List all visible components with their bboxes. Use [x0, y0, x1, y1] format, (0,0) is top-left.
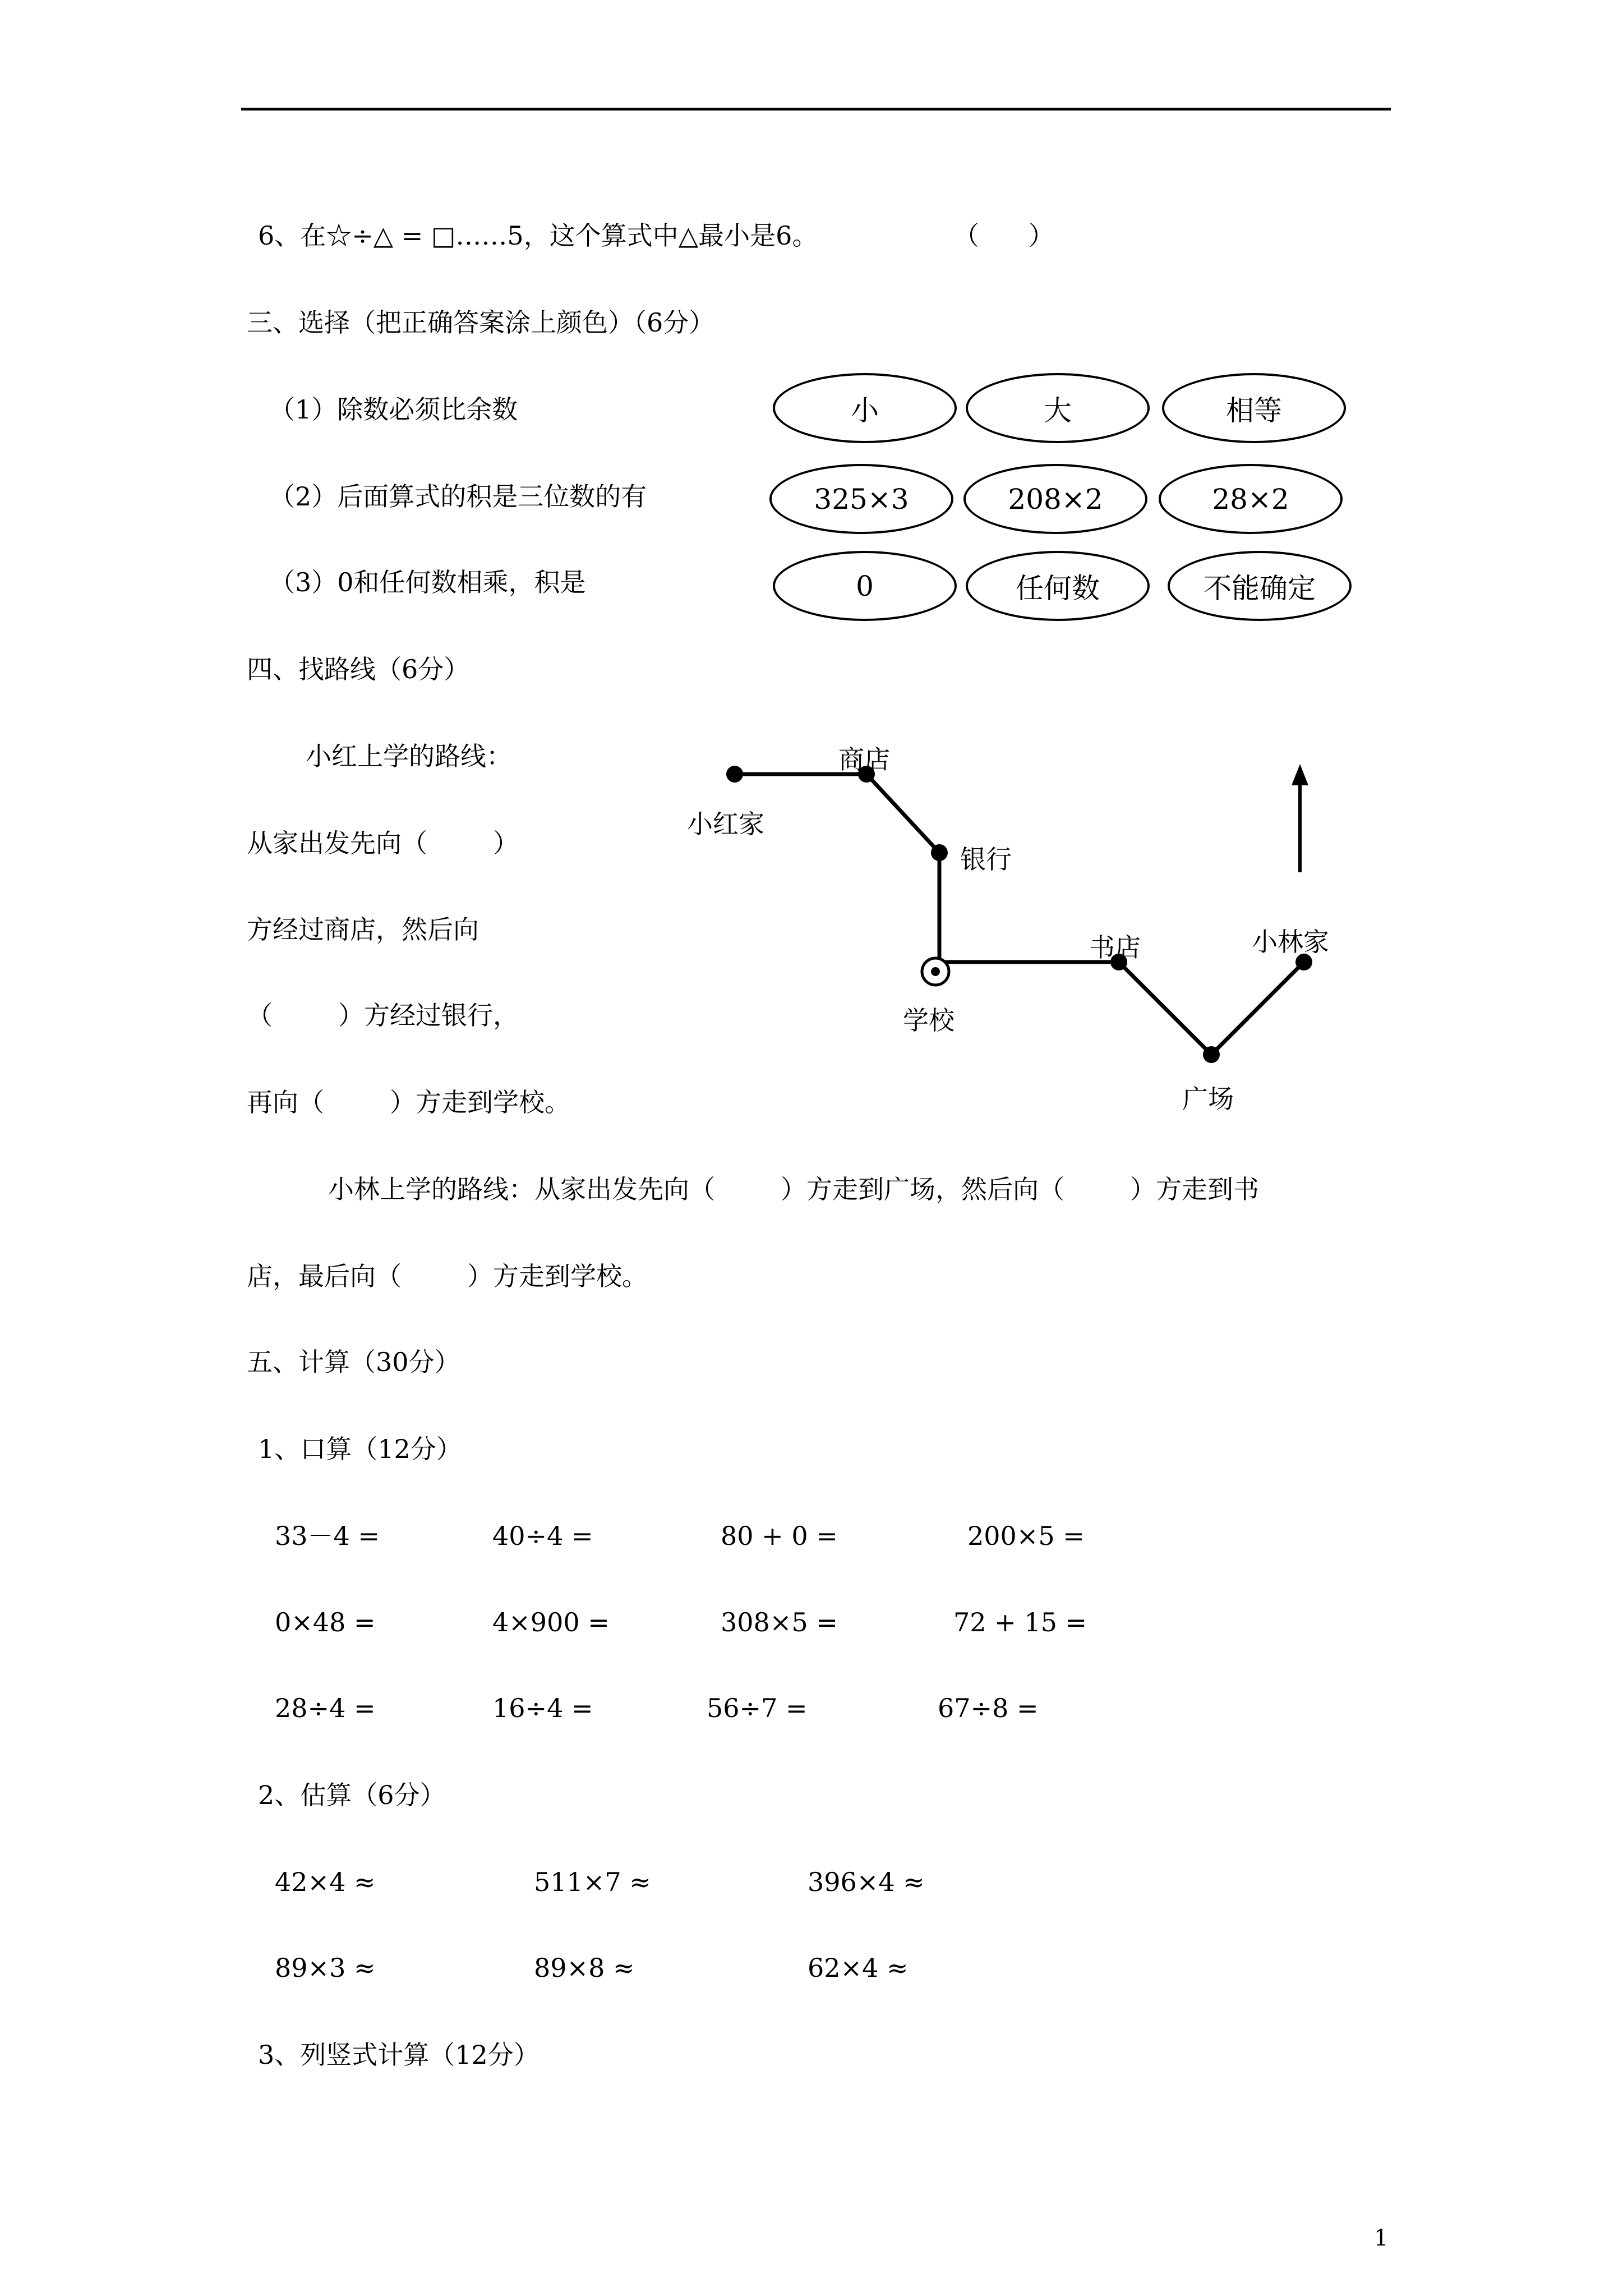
- xiaolin-route-line-1: 小林上学的路线：从家出发先向（ ）方走到广场，然后向（ ）方走到书: [328, 1174, 1259, 1204]
- choice-2-label: （2）后面算式的积是三位数的有: [269, 481, 647, 512]
- estimate-item: 396×4 ≈: [808, 1867, 925, 1897]
- oral-item: 67÷8 =: [938, 1693, 1039, 1723]
- option-text: 不能确定: [1204, 572, 1316, 605]
- label-bank: 银行: [960, 844, 1012, 875]
- xiaohong-route-line-3: （ ）方经过银行，: [247, 1000, 519, 1030]
- estimate-item: 89×3 ≈: [275, 1953, 376, 1983]
- estimate-item: 511×7 ≈: [534, 1867, 651, 1897]
- option-text: 325×3: [814, 482, 909, 516]
- option-text: 小: [851, 394, 879, 427]
- option-text: 相等: [1226, 394, 1282, 427]
- oral-item: 16÷4 =: [492, 1693, 593, 1723]
- label-square: 广场: [1182, 1084, 1234, 1114]
- route-points: [726, 766, 1312, 1063]
- oral-item: 72 + 15 =: [953, 1607, 1087, 1637]
- page-number: 1: [1374, 2225, 1389, 2251]
- square-dot: [1203, 1046, 1220, 1063]
- north-arrow-icon: [1292, 764, 1308, 872]
- oral-item: 308×5 =: [721, 1607, 838, 1637]
- option-text: 大: [1044, 394, 1072, 427]
- label-shop: 商店: [838, 744, 890, 775]
- oral-item: 0×48 =: [275, 1607, 376, 1637]
- oral-item: 40÷4 =: [492, 1521, 593, 1551]
- label-xiaolin-home: 小林家: [1252, 927, 1329, 957]
- question-6-answer-paren[interactable]: （ ）: [953, 220, 1054, 251]
- bank-dot: [931, 844, 948, 861]
- estimate-title: 2、估算（6分）: [258, 1780, 446, 1810]
- label-school: 学校: [903, 1005, 955, 1036]
- oral-item: 56÷7 =: [707, 1693, 808, 1723]
- oral-item: 33－4 =: [275, 1521, 380, 1551]
- xiaohong-route-line-2: 方经过商店，然后向: [247, 914, 479, 945]
- label-xiaohong-home: 小红家: [687, 809, 764, 839]
- section-3-title: 三、选择（把正确答案涂上颜色）（6分）: [247, 307, 715, 338]
- estimate-item: 62×4 ≈: [808, 1953, 909, 1983]
- school-target-icon: [922, 958, 949, 985]
- estimate-item: 89×8 ≈: [534, 1953, 635, 1983]
- estimate-item: 42×4 ≈: [275, 1867, 376, 1897]
- oral-item: 80 + 0 =: [721, 1521, 838, 1551]
- xiaohong-home-dot: [726, 766, 743, 783]
- xiaohong-route-line-1: 从家出发先向（ ）: [247, 828, 519, 858]
- question-6: 6、在☆÷△ = □……5，这个算式中△最小是6。: [258, 220, 818, 251]
- option-text: 28×2: [1212, 482, 1289, 516]
- xiaohong-route-line-4: 再向（ ）方走到学校。: [247, 1087, 570, 1117]
- section-5-title: 五、计算（30分）: [247, 1347, 460, 1377]
- oral-item: 28÷4 =: [275, 1693, 376, 1723]
- vertical-calc-title: 3、列竖式计算（12分）: [258, 2040, 540, 2070]
- option-text: 208×2: [1008, 482, 1103, 516]
- label-bookstore: 书店: [1089, 932, 1141, 963]
- oral-item: 4×900 =: [492, 1607, 610, 1637]
- choice-1-label: （1）除数必须比余数: [269, 394, 518, 425]
- option-text: 任何数: [1016, 572, 1100, 605]
- xiaolin-route-line-2: 店，最后向（ ）方走到学校。: [247, 1261, 648, 1291]
- route-lines: [735, 774, 1304, 1055]
- oral-calc-title: 1、口算（12分）: [258, 1434, 462, 1464]
- xiaohong-route-title: 小红上学的路线：: [306, 741, 512, 771]
- choice-3-label: （3）0和任何数相乘，积是: [269, 567, 586, 597]
- option-text: 0: [856, 569, 874, 602]
- oral-item: 200×5 =: [967, 1521, 1085, 1551]
- section-4-title: 四、找路线（6分）: [247, 654, 470, 684]
